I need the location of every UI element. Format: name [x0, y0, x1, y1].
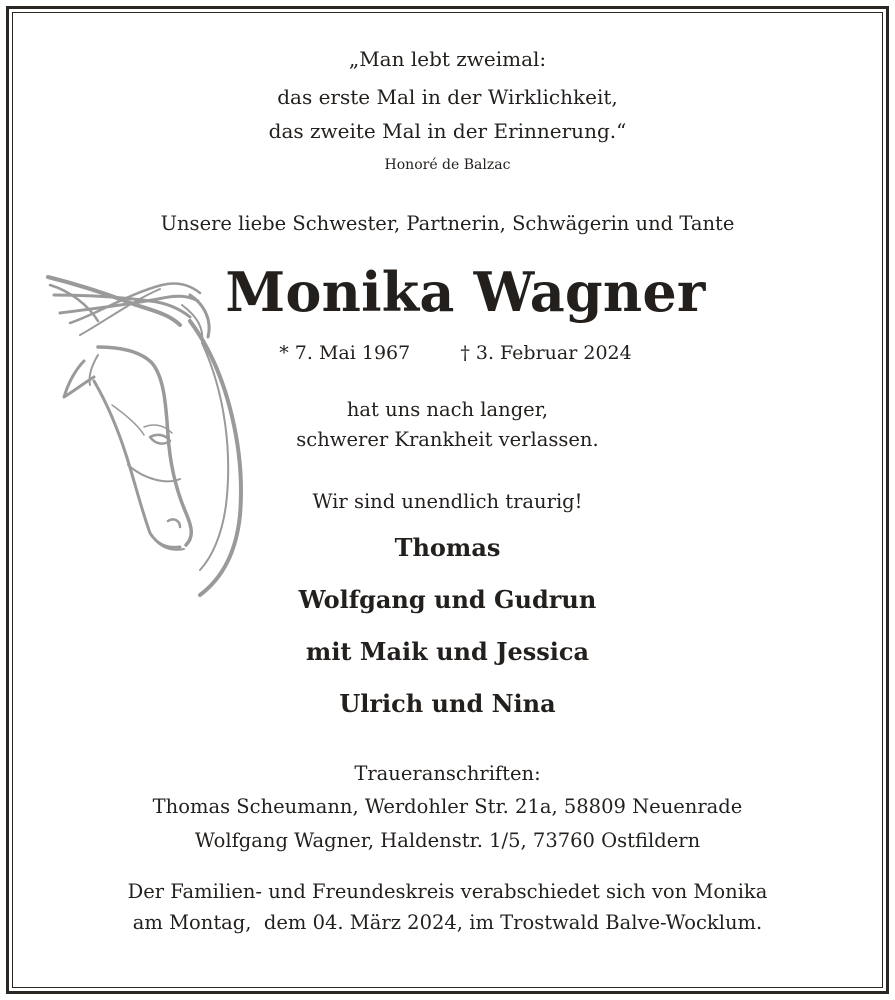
intro-text: Unsere liebe Schwester, Partnerin, Schwägerin und Tante [160, 212, 735, 235]
birth-date: * 7. Mai 1967 [279, 342, 411, 364]
address-line-2: Wolfgang Wagner, Haldenstr. 1/5, 73760 Ostfildern [194, 829, 701, 852]
address-heading: Traueranschriften: [354, 762, 541, 785]
address-line-1: Thomas Scheumann, Werdohler Str. 21a, 58809 Neuenrade [152, 795, 743, 818]
farewell-line-2: am Montag, dem 04. März 2024, im Trostwald Balve-Wocklum. [132, 911, 763, 934]
deceased-name: Monika Wagner [225, 260, 706, 324]
life-dates [8, 342, 895, 364]
family-line-4: Ulrich und Nina [339, 689, 556, 718]
quote-line-3: das zweite Mal in der Erinnerung.“ [268, 119, 627, 143]
quote-line-2: das erste Mal in der Wirklichkeit, [277, 85, 618, 109]
family-line-2: Wolfgang und Gudrun [298, 585, 597, 614]
quote-author: Honoré de Balzac [384, 157, 511, 173]
sorrow-text: Wir sind unendlich traurig! [312, 490, 583, 513]
farewell-line-1: Der Familien- und Freundeskreis verabschiedet sich von Monika [127, 880, 768, 903]
family-line-3: mit Maik und Jessica [305, 637, 590, 666]
message-line-1: hat uns nach langer, [346, 398, 549, 421]
message-line-2: schwerer Krankheit verlassen. [296, 428, 599, 451]
quote-line-1: „Man lebt zweimal: [348, 47, 547, 71]
death-date: † 3. Februar 2024 [460, 342, 632, 364]
family-line-1: Thomas [394, 533, 501, 562]
